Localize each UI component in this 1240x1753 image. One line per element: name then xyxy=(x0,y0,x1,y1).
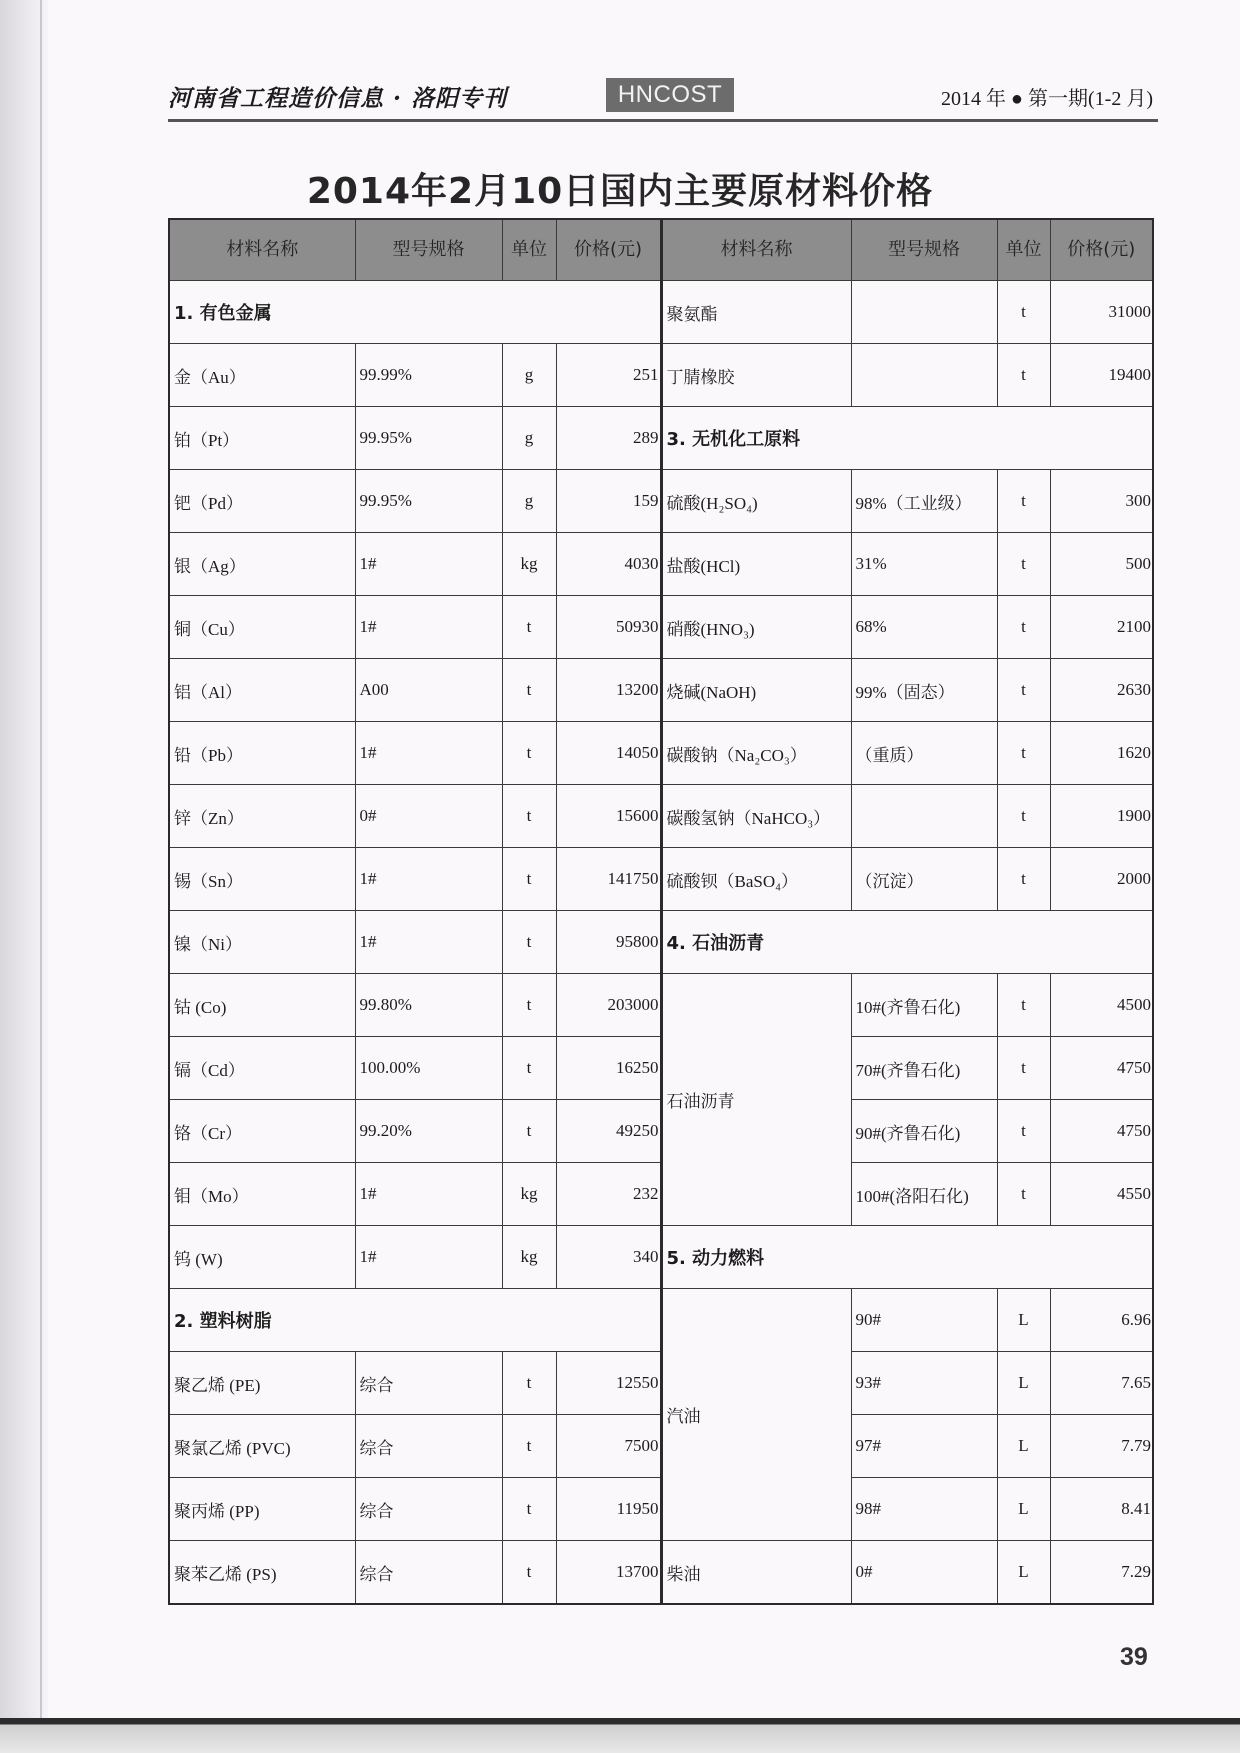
material-unit: kg xyxy=(502,533,556,596)
material-spec: 1# xyxy=(355,533,502,596)
material-unit: t xyxy=(502,659,556,722)
material-unit: t xyxy=(502,596,556,659)
material-spec: 93# xyxy=(851,1352,997,1415)
material-price: 50930 xyxy=(556,596,661,659)
material-price: 7.79 xyxy=(1050,1415,1153,1478)
material-price: 340 xyxy=(556,1226,661,1289)
material-spec: 综合 xyxy=(355,1541,502,1605)
material-name: 柴油 xyxy=(661,1541,851,1605)
material-price: 232 xyxy=(556,1163,661,1226)
material-price: 4500 xyxy=(1050,974,1153,1037)
material-spec: 0# xyxy=(851,1541,997,1605)
col-header-price-right: 价格(元) xyxy=(1050,219,1153,281)
material-spec: 综合 xyxy=(355,1352,502,1415)
material-name: 硝酸(HNO₃) xyxy=(661,596,851,659)
material-name: 碳酸氢钠（NaHCO₃） xyxy=(661,785,851,848)
material-unit: kg xyxy=(502,1226,556,1289)
section-heading: 2. 塑料树脂 xyxy=(169,1289,661,1352)
material-unit: t xyxy=(997,722,1050,785)
material-unit: t xyxy=(502,785,556,848)
material-unit: t xyxy=(997,785,1050,848)
table-row xyxy=(169,1226,1153,1289)
material-price: 14050 xyxy=(556,722,661,785)
price-table xyxy=(168,218,1154,1605)
material-spec: 99.80% xyxy=(355,974,502,1037)
material-unit: t xyxy=(502,1541,556,1605)
material-unit: t xyxy=(997,659,1050,722)
material-spec: 98%（工业级） xyxy=(851,470,997,533)
material-price: 13200 xyxy=(556,659,661,722)
table-row xyxy=(169,407,1153,470)
table-row xyxy=(169,911,1153,974)
spine-fold-line xyxy=(40,0,42,1753)
material-name: 聚苯乙烯 (PS) xyxy=(169,1541,355,1605)
material-name: 钯（Pd） xyxy=(169,470,355,533)
material-unit: t xyxy=(997,281,1050,344)
material-unit: t xyxy=(997,470,1050,533)
col-header-name-right: 材料名称 xyxy=(661,219,851,281)
material-price: 4030 xyxy=(556,533,661,596)
material-spec: 99.95% xyxy=(355,470,502,533)
material-unit: t xyxy=(502,1352,556,1415)
material-unit: t xyxy=(502,1037,556,1100)
material-price: 2100 xyxy=(1050,596,1153,659)
material-unit: t xyxy=(502,1478,556,1541)
material-unit: t xyxy=(502,911,556,974)
table-row xyxy=(169,848,1153,911)
material-price: 7.29 xyxy=(1050,1541,1153,1605)
table-row xyxy=(169,1289,1153,1352)
material-unit: t xyxy=(997,848,1050,911)
table-header-row xyxy=(169,219,1153,281)
material-spec: 100#(洛阳石化) xyxy=(851,1163,997,1226)
material-price: 4750 xyxy=(1050,1037,1153,1100)
material-name: 铬（Cr） xyxy=(169,1100,355,1163)
material-price: 6.96 xyxy=(1050,1289,1153,1352)
section-heading: 4. 石油沥青 xyxy=(661,911,1153,974)
material-name: 镉（Cd） xyxy=(169,1037,355,1100)
material-name: 金（Au） xyxy=(169,344,355,407)
material-name: 铝（Al） xyxy=(169,659,355,722)
issue-info: 2014 年 ● 第一期(1-2 月) xyxy=(940,88,1153,110)
material-spec: 1# xyxy=(355,596,502,659)
material-price: 7500 xyxy=(556,1415,661,1478)
material-name: 铂（Pt） xyxy=(169,407,355,470)
table-row xyxy=(169,344,1153,407)
material-unit: t xyxy=(502,1415,556,1478)
publication-name: 河南省工程造价信息 · 洛阳专刊 xyxy=(168,85,508,112)
table-row xyxy=(169,281,1153,344)
col-header-spec-left: 型号规格 xyxy=(355,219,502,281)
material-spec: 90#(齐鲁石化) xyxy=(851,1100,997,1163)
material-price: 19400 xyxy=(1050,344,1153,407)
section-heading: 5. 动力燃料 xyxy=(661,1226,1153,1289)
material-spec: （沉淀） xyxy=(851,848,997,911)
material-price: 16250 xyxy=(556,1037,661,1100)
material-price: 31000 xyxy=(1050,281,1153,344)
material-spec: 97# xyxy=(851,1415,997,1478)
material-spec: 10#(齐鲁石化) xyxy=(851,974,997,1037)
material-unit: t xyxy=(997,533,1050,596)
material-spec: 99%（固态） xyxy=(851,659,997,722)
material-spec xyxy=(851,281,997,344)
material-spec: 90# xyxy=(851,1289,997,1352)
material-price: 500 xyxy=(1050,533,1153,596)
material-name: 钼（Mo） xyxy=(169,1163,355,1226)
material-unit: g xyxy=(502,344,556,407)
material-price: 4750 xyxy=(1050,1100,1153,1163)
material-spec: 0# xyxy=(355,785,502,848)
material-price: 300 xyxy=(1050,470,1153,533)
section-heading: 3. 无机化工原料 xyxy=(661,407,1153,470)
table-row xyxy=(169,533,1153,596)
table-row xyxy=(169,659,1153,722)
col-header-price-left: 价格(元) xyxy=(556,219,661,281)
material-price: 1620 xyxy=(1050,722,1153,785)
material-price: 203000 xyxy=(556,974,661,1037)
material-spec: 99.95% xyxy=(355,407,502,470)
material-name: 聚乙烯 (PE) xyxy=(169,1352,355,1415)
material-price: 11950 xyxy=(556,1478,661,1541)
material-unit: t xyxy=(997,1163,1050,1226)
material-name: 烧碱(NaOH) xyxy=(661,659,851,722)
material-price: 95800 xyxy=(556,911,661,974)
col-header-name-left: 材料名称 xyxy=(169,219,355,281)
material-spec: 99.99% xyxy=(355,344,502,407)
material-price: 1900 xyxy=(1050,785,1153,848)
material-price: 251 xyxy=(556,344,661,407)
material-price: 289 xyxy=(556,407,661,470)
material-unit: L xyxy=(997,1289,1050,1352)
hncost-badge: HNCOST xyxy=(606,78,734,112)
material-price: 4550 xyxy=(1050,1163,1153,1226)
material-name: 银（Ag） xyxy=(169,533,355,596)
material-name: 镍（Ni） xyxy=(169,911,355,974)
material-spec: 1# xyxy=(355,1163,502,1226)
material-price: 15600 xyxy=(556,785,661,848)
section-heading: 1. 有色金属 xyxy=(169,281,661,344)
material-unit: t xyxy=(502,1100,556,1163)
material-spec: 31% xyxy=(851,533,997,596)
material-price: 2000 xyxy=(1050,848,1153,911)
page-bottom-edge xyxy=(0,1718,1240,1753)
material-name: 盐酸(HCl) xyxy=(661,533,851,596)
material-unit: t xyxy=(997,974,1050,1037)
material-price: 12550 xyxy=(556,1352,661,1415)
col-header-unit-right: 单位 xyxy=(997,219,1050,281)
material-unit: t xyxy=(502,848,556,911)
page-number: 39 xyxy=(1120,1643,1148,1671)
header-rule xyxy=(168,119,1158,122)
material-price: 2630 xyxy=(1050,659,1153,722)
material-name: 钨 (W) xyxy=(169,1226,355,1289)
material-price: 13700 xyxy=(556,1541,661,1605)
material-group-name: 石油沥青 xyxy=(661,974,851,1226)
material-price: 8.41 xyxy=(1050,1478,1153,1541)
material-spec: 1# xyxy=(355,911,502,974)
material-spec: 100.00% xyxy=(355,1037,502,1100)
material-unit: t xyxy=(997,344,1050,407)
material-spec: 68% xyxy=(851,596,997,659)
material-name: 聚丙烯 (PP) xyxy=(169,1478,355,1541)
table-row xyxy=(169,722,1153,785)
material-spec xyxy=(851,785,997,848)
col-header-spec-right: 型号规格 xyxy=(851,219,997,281)
material-unit: t xyxy=(997,1100,1050,1163)
material-spec xyxy=(851,344,997,407)
material-name: 聚氯乙烯 (PVC) xyxy=(169,1415,355,1478)
material-unit: L xyxy=(997,1541,1050,1605)
table-row xyxy=(169,470,1153,533)
material-name: 聚氨酯 xyxy=(661,281,851,344)
running-header xyxy=(168,78,1153,112)
material-unit: t xyxy=(502,722,556,785)
material-unit: t xyxy=(997,596,1050,659)
material-price: 7.65 xyxy=(1050,1352,1153,1415)
material-price: 141750 xyxy=(556,848,661,911)
material-spec: 1# xyxy=(355,1226,502,1289)
material-name: 丁腈橡胶 xyxy=(661,344,851,407)
table-row xyxy=(169,785,1153,848)
material-spec: 98# xyxy=(851,1478,997,1541)
material-spec: 综合 xyxy=(355,1415,502,1478)
table-row xyxy=(169,974,1153,1037)
material-unit: g xyxy=(502,470,556,533)
material-unit: t xyxy=(502,974,556,1037)
material-price: 49250 xyxy=(556,1100,661,1163)
page-title: 2014年2月10日国内主要原材料价格 xyxy=(306,171,934,212)
material-name: 锡（Sn） xyxy=(169,848,355,911)
material-spec: （重质） xyxy=(851,722,997,785)
material-price: 159 xyxy=(556,470,661,533)
material-unit: g xyxy=(502,407,556,470)
material-spec: 1# xyxy=(355,722,502,785)
material-name: 硫酸钡（BaSO₄） xyxy=(661,848,851,911)
material-spec: 1# xyxy=(355,848,502,911)
material-name: 碳酸钠（Na₂CO₃） xyxy=(661,722,851,785)
material-unit: t xyxy=(997,1037,1050,1100)
material-unit: L xyxy=(997,1415,1050,1478)
col-header-unit-left: 单位 xyxy=(502,219,556,281)
table-row xyxy=(169,1541,1153,1605)
material-unit: L xyxy=(997,1478,1050,1541)
material-spec: 70#(齐鲁石化) xyxy=(851,1037,997,1100)
material-unit: L xyxy=(997,1352,1050,1415)
material-name: 铅（Pb） xyxy=(169,722,355,785)
material-spec: 99.20% xyxy=(355,1100,502,1163)
material-spec: 综合 xyxy=(355,1478,502,1541)
material-name: 铜（Cu） xyxy=(169,596,355,659)
material-group-name: 汽油 xyxy=(661,1289,851,1541)
table-row xyxy=(169,596,1153,659)
material-name: 钴 (Co) xyxy=(169,974,355,1037)
material-unit: kg xyxy=(502,1163,556,1226)
material-name: 锌（Zn） xyxy=(169,785,355,848)
material-spec: A00 xyxy=(355,659,502,722)
material-name: 硫酸(H₂SO₄) xyxy=(661,470,851,533)
